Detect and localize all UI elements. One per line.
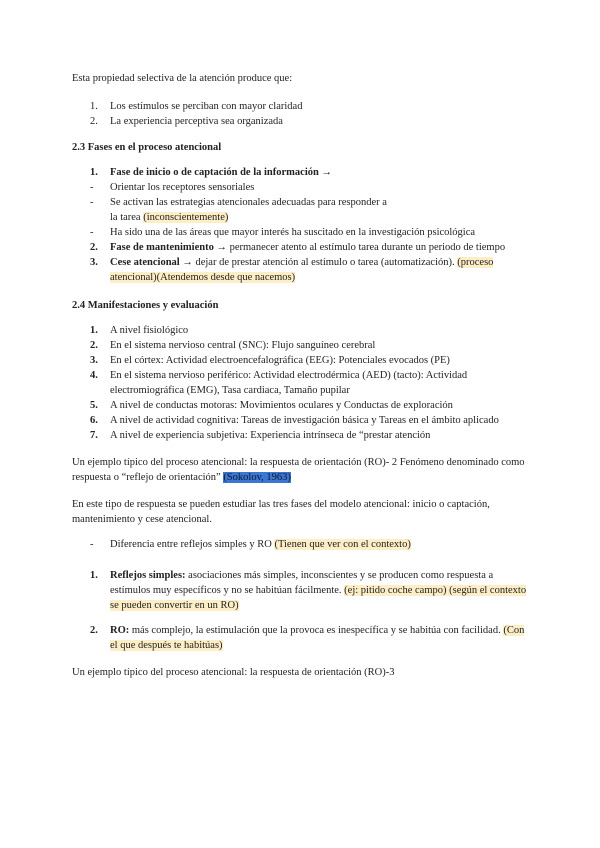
bullet-line: la tarea [110,212,144,223]
paragraph-ro-example [72,455,532,485]
list-number: 6. [90,415,98,426]
document-page [72,71,532,680]
phase-text [110,240,532,255]
list-number: 1. [90,167,98,178]
list-item [72,398,532,413]
list-number: 2. [90,116,98,127]
bullet-line: Diferencia entre reflejos simples y RO [110,539,275,550]
phase-text [110,255,532,285]
highlight: (inconscientemente) [143,212,229,223]
paragraph-phases: En este tipo de respuesta se pueden estudiar las tres fases del modelo atencional: inicio o captación, mantenimiento y cese atencional. [72,499,490,525]
list-item [72,623,532,653]
bullet-text [110,537,532,552]
section-heading-manifestations: 2.4 Manifestaciones y evaluación [72,300,219,311]
list-text: Los estímulos se perciban con mayor claridad [110,101,303,112]
phase-item [72,255,532,285]
list-number: 3. [90,257,98,268]
phase-text [110,165,532,180]
section-heading-phases: 2.3 Fases en el proceso atencional [72,142,222,153]
bullet-text: Orientar los receptores sensoriales [110,182,255,193]
list-text: En el córtex: Actividad electroencefalográfica (EEG): Potenciales evocados (PE) [110,355,450,366]
paragraph-ro-example-3: Un ejemplo típico del proceso atencional: la respuesta de orientación (RO)-3 [72,667,395,678]
list-item [72,338,532,353]
citation-highlight: (Sokolov, 1963) [223,472,291,483]
highlight: (Tienen que ver con el contexto) [274,539,411,550]
paragraph-text: Un ejemplo típico del proceso atencional: la respuesta de orientación (RO)- 2 Fenómeno denominado como respuesta o “reflejo de orientación” [72,457,525,483]
intro-text: Esta propiedad selectiva de la atención produce que: [72,73,293,84]
list-number: 1. [90,325,98,336]
list-number: 1. [90,101,98,112]
list-item [72,353,532,368]
list-number: 7. [90,430,98,441]
list-number: 2. [90,242,98,253]
list-item [72,428,532,443]
bullet-text [110,195,532,225]
item-title: RO: [110,625,130,636]
list-number: 3. [90,355,98,366]
bullet-item [72,537,532,552]
highlight: (Con el que después te habitúas) [110,625,525,651]
list-text: En el sistema nervioso central (SNC): Flujo sanguíneo cerebral [110,340,376,351]
phase-title: Fase de mantenimiento [110,242,214,253]
list-item [72,368,532,398]
phase-desc: → dejar de prestar atención al estímulo o tarea (automatización). [179,257,458,268]
bullet-item [72,180,532,195]
list-number: 1. [90,570,98,581]
list-text [110,623,532,653]
bullet-text: Ha sido una de las áreas que mayor interés ha suscitado en la investigación psicológica [110,227,476,238]
item-title: Reflejos simples: [110,570,186,581]
list-text: En el sistema nervioso periférico: Actividad electrodérmica (AED) (tacto): Actividad electromiográfica (EMG), Tasa cardiaca, Tamaño pupilar [110,370,468,396]
dash-marker: - [90,539,94,550]
bullet-item [72,195,532,225]
phase-title: Fase de inicio o de captación de la información [110,167,319,178]
phase-title: Cese atencional [110,257,180,268]
list-number: 2. [90,340,98,351]
phase-item [72,165,532,180]
bullet-line: Se activan las estrategias atencionales adecuadas para responder a [110,197,387,208]
list-item [72,99,532,114]
bullet-item [72,225,532,240]
dash-marker: - [90,227,94,238]
list-item [72,114,532,129]
list-item [72,323,532,338]
list-text: A nivel fisiológico [110,325,189,336]
phase-desc: → permanecer atento al estímulo tarea durante un periodo de tiempo [213,242,506,253]
list-text: A nivel de actividad cognitiva: Tareas de investigación básica y Tareas en el ámbito aplicado [110,415,499,426]
list-number: 4. [90,370,98,381]
phase-item [72,240,532,255]
list-text: A nivel de experiencia subjetiva: Experiencia intrínseca de “prestar atención [110,430,431,441]
dash-marker: - [90,197,94,208]
list-number: 2. [90,625,98,636]
list-number: 5. [90,400,98,411]
item-desc: más complejo, la estimulación que la provoca es inespecífica y se habitúa con facilidad. [129,625,504,636]
dash-marker: - [90,182,94,193]
arrow: → [318,167,332,178]
highlight: (ej: pitido coche campo) (según el contexto se pueden convertir en un RO) [110,585,527,611]
list-item [72,413,532,428]
list-text: A nivel de conductas motoras: Movimientos oculares y Conductas de exploración [110,400,453,411]
item-desc: asociaciones más simples, inconscientes y se producen como respuesta a estímulos muy específicos y no se habitúan fácilmente. [110,570,494,596]
highlight: (proceso atencional)(Atendemos desde que nacemos) [110,257,494,283]
list-text [110,568,532,613]
list-item [72,568,532,613]
list-text: La experiencia perceptiva sea organizada [110,116,283,127]
